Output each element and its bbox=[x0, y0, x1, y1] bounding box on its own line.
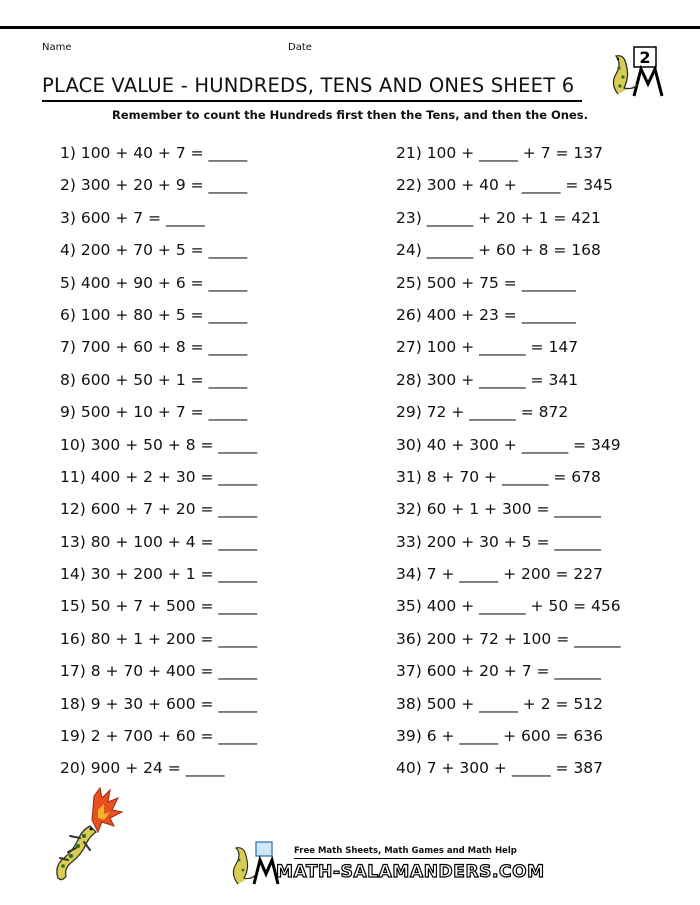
problem-15: 15) 50 + 7 + 500 = _____ bbox=[60, 597, 258, 616]
problem-5: 5) 400 + 90 + 6 = _____ bbox=[60, 273, 248, 292]
problem-9: 9) 500 + 10 + 7 = _____ bbox=[60, 403, 248, 422]
problem-20: 20) 900 + 24 = _____ bbox=[60, 759, 225, 778]
problem-1: 1) 100 + 40 + 7 = _____ bbox=[60, 144, 248, 162]
problem-11: 11) 400 + 2 + 30 = _____ bbox=[60, 467, 258, 486]
footer-rule bbox=[294, 858, 490, 859]
problem-19: 19) 2 + 700 + 60 = _____ bbox=[60, 727, 258, 746]
problem-38: 38) 500 + _____ + 2 = 512 bbox=[396, 694, 604, 713]
footer-brand: MATH-SALAMANDERS.COM bbox=[276, 862, 545, 882]
problem-14: 14) 30 + 200 + 1 = _____ bbox=[60, 565, 258, 584]
date-label: Date bbox=[288, 42, 312, 53]
problem-18: 18) 9 + 30 + 600 = _____ bbox=[60, 694, 258, 713]
problem-28: 28) 300 + ______ = 341 bbox=[396, 370, 579, 389]
problem-25: 25) 500 + 75 = _______ bbox=[396, 273, 576, 292]
problems-left-column bbox=[60, 142, 257, 790]
footer-tagline: Free Math Sheets, Math Games and Math Help bbox=[294, 846, 517, 856]
grade-badge: 2 bbox=[639, 48, 651, 67]
problem-23: 23) ______ + 20 + 1 = 421 bbox=[396, 208, 601, 227]
problem-17: 17) 8 + 70 + 400 = _____ bbox=[60, 662, 258, 681]
problem-40: 40) 7 + 300 + _____ = 387 bbox=[396, 759, 604, 778]
problem-29: 29) 72 + ______ = 872 bbox=[396, 403, 569, 422]
problem-22: 22) 300 + 40 + _____ = 345 bbox=[396, 176, 613, 195]
problem-39: 39) 6 + _____ + 600 = 636 bbox=[396, 727, 604, 746]
problem-26: 26) 400 + 23 = _______ bbox=[396, 305, 576, 324]
problem-37: 37) 600 + 20 + 7 = ______ bbox=[396, 662, 601, 681]
problems-right-column bbox=[396, 142, 621, 790]
problem-8: 8) 600 + 50 + 1 = _____ bbox=[60, 370, 248, 389]
problem-3: 3) 600 + 7 = _____ bbox=[60, 208, 205, 227]
problem-32: 32) 60 + 1 + 300 = ______ bbox=[396, 500, 601, 519]
problem-33: 33) 200 + 30 + 5 = ______ bbox=[396, 532, 601, 551]
problem-12: 12) 600 + 7 + 20 = _____ bbox=[60, 500, 258, 519]
problem-13: 13) 80 + 100 + 4 = _____ bbox=[60, 532, 258, 551]
problem-7: 7) 700 + 60 + 8 = _____ bbox=[60, 338, 248, 357]
name-label: Name bbox=[42, 42, 72, 53]
problem-36: 36) 200 + 72 + 100 = ______ bbox=[396, 629, 621, 648]
problem-6: 6) 100 + 80 + 5 = _____ bbox=[60, 305, 248, 324]
problem-2: 2) 300 + 20 + 9 = _____ bbox=[60, 176, 248, 195]
page-title: PLACE VALUE - HUNDREDS, TENS AND ONES SHEET 6 bbox=[42, 74, 575, 97]
problem-16: 16) 80 + 1 + 200 = _____ bbox=[60, 629, 258, 648]
title-underline bbox=[42, 100, 582, 102]
problem-4: 4) 200 + 70 + 5 = _____ bbox=[60, 241, 248, 260]
instructions: Remember to count the Hundreds first then the Tens, and then the Ones. bbox=[112, 108, 588, 122]
problem-30: 30) 40 + 300 + ______ = 349 bbox=[396, 435, 621, 454]
problem-31: 31) 8 + 70 + ______ = 678 bbox=[396, 467, 601, 486]
top-rule bbox=[0, 26, 700, 29]
fire-salamander-icon bbox=[38, 786, 143, 886]
problem-34: 34) 7 + _____ + 200 = 227 bbox=[396, 565, 604, 584]
problem-21: 21) 100 + _____ + 7 = 137 bbox=[396, 144, 604, 162]
problem-27: 27) 100 + ______ = 147 bbox=[396, 338, 579, 357]
problem-24: 24) ______ + 60 + 8 = 168 bbox=[396, 241, 601, 260]
problem-35: 35) 400 + ______ + 50 = 456 bbox=[396, 597, 621, 616]
salamander-logo-icon bbox=[604, 44, 668, 100]
problem-10: 10) 300 + 50 + 8 = _____ bbox=[60, 435, 258, 454]
